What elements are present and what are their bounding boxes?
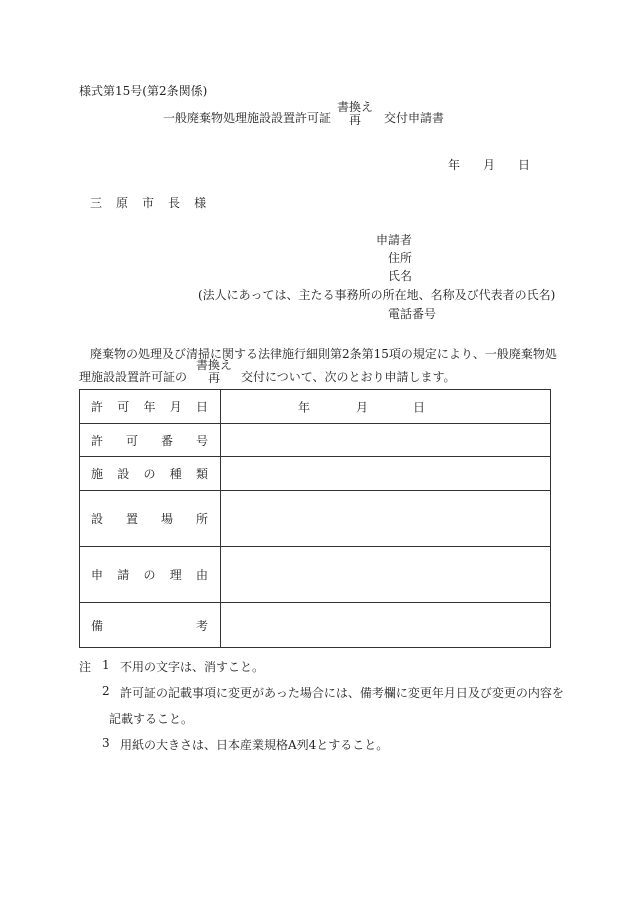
label-char: 月: [169, 400, 182, 414]
label-char: 考: [195, 618, 208, 633]
note-2-number: 2: [102, 684, 110, 698]
applicant-corp-note: (法人にあっては、主たる事務所の所在地、名称及び代表者の氏名): [198, 288, 556, 302]
table-row: [80, 491, 551, 547]
label-permit-number: [80, 424, 221, 457]
application-table: [79, 389, 551, 648]
title-suffix: 交付申請書: [384, 111, 445, 125]
addressee-char: 原: [116, 196, 129, 210]
body-alt-rewrite: 書換え: [195, 358, 232, 372]
table-row: [80, 547, 551, 603]
permit-number-field[interactable]: [221, 424, 551, 457]
label-char: 備: [91, 618, 104, 633]
body-line-2-prefix: 理施設設置許可証の: [79, 370, 188, 384]
note-1-text: 不用の文字は、消すこと。: [120, 660, 265, 674]
remarks-field[interactable]: [221, 603, 551, 648]
table-row: [80, 603, 551, 648]
body-line-1: 廃棄物の処理及び清掃に関する法律施行細則第2条第15項の規定により、一般廃棄物処: [90, 347, 557, 361]
table-row: [80, 457, 551, 491]
label-permit-date: [80, 390, 221, 424]
note-2-text: 許可証の記載事項に変更があった場合には、備考欄に変更年月日及び変更の内容を: [120, 686, 564, 700]
table-row: [80, 424, 551, 457]
label-application-reason: [80, 547, 221, 603]
label-char: 年: [143, 400, 156, 414]
notes-prefix: 注: [79, 660, 92, 674]
label-char: 種: [169, 467, 182, 481]
date-month-label: 月: [483, 158, 496, 172]
addressee: [90, 194, 206, 211]
body-line-2-suffix: 交付について、次のとおり申請します。: [241, 370, 456, 384]
applicant-name-label: 氏名: [388, 269, 413, 283]
permit-date-field[interactable]: [221, 390, 551, 424]
label-char: 許: [91, 400, 104, 414]
permit-date-month: 月: [356, 400, 369, 414]
addressee-char: 三: [90, 196, 103, 210]
facility-type-field[interactable]: [221, 457, 551, 491]
application-reason-field[interactable]: [221, 547, 551, 603]
label-installation-site: [80, 491, 221, 547]
label-char: 可: [117, 400, 130, 414]
form-number: 様式第15号(第2条関係): [79, 84, 208, 98]
label-char: 日: [195, 400, 208, 414]
label-char: 許: [91, 433, 104, 448]
label-char: 場: [160, 512, 173, 526]
date-year-label: 年: [448, 158, 461, 172]
label-char: 類: [195, 467, 208, 481]
title-alternatives: [334, 101, 376, 127]
label-char: 番: [160, 433, 173, 448]
date-day-label: 日: [518, 158, 531, 172]
label-char: 由: [195, 568, 208, 582]
title-alt-rewrite: 書換え: [336, 100, 373, 114]
label-char: 理: [169, 568, 182, 582]
label-char: 可: [125, 433, 138, 448]
body-alternatives: [194, 359, 234, 385]
body-alt-re: 再: [207, 371, 220, 385]
label-char: 申: [91, 568, 104, 582]
applicant-address-label: 住所: [388, 251, 413, 265]
label-char: 設: [91, 512, 104, 526]
note-3-number: 3: [102, 736, 110, 750]
addressee-char: 長: [168, 196, 181, 210]
label-remarks: [80, 603, 221, 648]
installation-site-field[interactable]: [221, 491, 551, 547]
title-prefix: 一般廃棄物処理施設設置許可証: [163, 111, 332, 125]
note-2-continuation: 記載すること。: [109, 712, 194, 726]
addressee-char: 様: [194, 196, 207, 210]
note-1-number: 1: [102, 658, 110, 672]
addressee-char: 市: [142, 196, 155, 210]
label-char: 号: [195, 433, 208, 448]
label-facility-type: [80, 457, 221, 491]
title-alt-re: 再: [348, 113, 361, 127]
table-row: [80, 390, 551, 424]
note-3-text: 用紙の大きさは、日本産業規格A列4とすること。: [120, 738, 389, 752]
label-char: 所: [195, 512, 208, 526]
label-char: の: [143, 467, 156, 481]
label-char: 請: [117, 568, 130, 582]
applicant-label: 申請者: [376, 233, 413, 247]
label-char: の: [143, 568, 156, 582]
label-char: 施: [91, 467, 104, 481]
label-char: 置: [125, 512, 138, 526]
permit-date-year: 年: [298, 400, 311, 414]
applicant-phone-label: 電話番号: [388, 307, 437, 321]
permit-date-day: 日: [413, 400, 426, 414]
label-char: 設: [117, 467, 130, 481]
